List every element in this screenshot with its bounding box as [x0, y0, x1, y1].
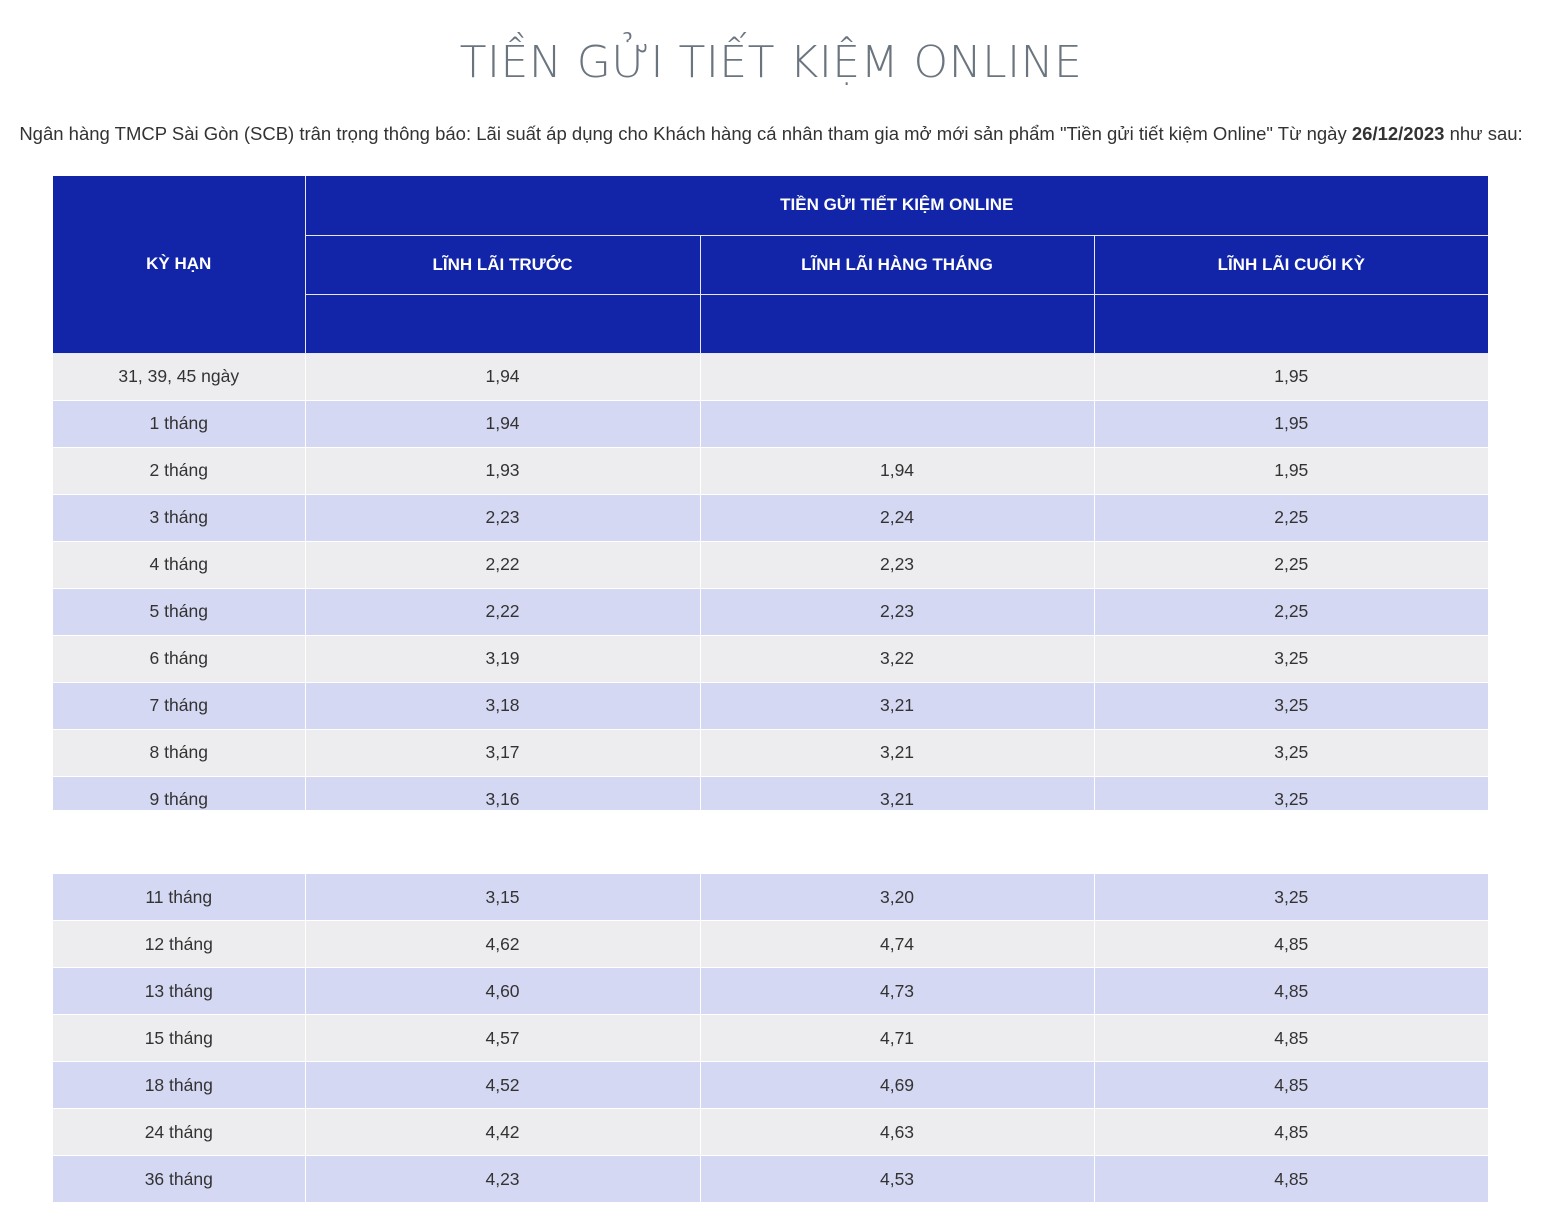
cell-term: 31, 39, 45 ngày [53, 353, 305, 400]
cell-maturity: 4,85 [1094, 1156, 1488, 1203]
cell-maturity: 2,25 [1094, 494, 1488, 541]
cell-maturity: 1,95 [1094, 400, 1488, 447]
cell-monthly: 2,23 [700, 588, 1094, 635]
cell-monthly: 3,21 [700, 682, 1094, 729]
cell-term: 7 tháng [53, 682, 305, 729]
header-prepaid: LĨNH LÃI TRƯỚC [305, 235, 700, 294]
table-row [53, 541, 1488, 588]
table-row [53, 1109, 1488, 1156]
cell-monthly: 3,21 [700, 776, 1094, 810]
cell-prepaid: 1,94 [305, 400, 700, 447]
intro-date: 26/12/2023 [1351, 123, 1445, 144]
cell-monthly: 2,23 [700, 541, 1094, 588]
header-group: TIỀN GỬI TIẾT KIỆM ONLINE [305, 176, 1488, 235]
header-monthly: LĨNH LÃI HÀNG THÁNG [700, 235, 1094, 294]
header-blank-maturity [1094, 294, 1488, 353]
table-row [53, 588, 1488, 635]
cell-monthly: 4,53 [700, 1156, 1094, 1203]
cell-term: 9 tháng [53, 776, 305, 810]
table-row [53, 400, 1488, 447]
cell-prepaid: 3,17 [305, 729, 700, 776]
cell-prepaid: 2,23 [305, 494, 700, 541]
cell-term: 5 tháng [53, 588, 305, 635]
header-blank-monthly [700, 294, 1094, 353]
cell-monthly: 4,69 [700, 1062, 1094, 1109]
cell-monthly: 4,74 [700, 921, 1094, 968]
cell-prepaid: 3,19 [305, 635, 700, 682]
table-row [53, 921, 1488, 968]
rate-table-body-bottom [53, 874, 1488, 1203]
header-blank-prepaid [305, 294, 700, 353]
cell-maturity: 2,25 [1094, 541, 1488, 588]
cell-prepaid: 2,22 [305, 588, 700, 635]
cell-term: 6 tháng [53, 635, 305, 682]
cell-prepaid: 1,94 [305, 353, 700, 400]
cell-prepaid: 3,18 [305, 682, 700, 729]
rate-table [53, 176, 1488, 810]
cell-monthly [700, 400, 1094, 447]
table-row [53, 1062, 1488, 1109]
table-row [53, 729, 1488, 776]
cell-term: 8 tháng [53, 729, 305, 776]
table-row [53, 635, 1488, 682]
cell-term: 24 tháng [53, 1109, 305, 1156]
cell-maturity: 3,25 [1094, 874, 1488, 921]
table-row [53, 353, 1488, 400]
cell-term: 18 tháng [53, 1062, 305, 1109]
cell-maturity: 3,25 [1094, 729, 1488, 776]
table-row [53, 1156, 1488, 1203]
cell-maturity: 4,85 [1094, 1109, 1488, 1156]
cell-prepaid: 3,15 [305, 874, 700, 921]
cell-prepaid: 4,62 [305, 921, 700, 968]
cell-prepaid: 4,60 [305, 968, 700, 1015]
header-term: KỲ HẠN [53, 176, 305, 353]
cell-maturity: 4,85 [1094, 1062, 1488, 1109]
table-row [53, 447, 1488, 494]
table-row [53, 874, 1488, 921]
cell-maturity: 3,25 [1094, 682, 1488, 729]
cell-monthly: 2,24 [700, 494, 1094, 541]
cell-term: 15 tháng [53, 1015, 305, 1062]
cell-term: 11 tháng [53, 874, 305, 921]
cell-prepaid: 4,42 [305, 1109, 700, 1156]
table-row [53, 682, 1488, 729]
cell-term: 1 tháng [53, 400, 305, 447]
cell-term: 4 tháng [53, 541, 305, 588]
cell-monthly: 4,73 [700, 968, 1094, 1015]
cell-term: 2 tháng [53, 447, 305, 494]
cell-maturity: 1,95 [1094, 447, 1488, 494]
cell-maturity: 4,85 [1094, 1015, 1488, 1062]
rate-table-continued [53, 874, 1488, 1203]
cell-prepaid: 4,23 [305, 1156, 700, 1203]
cell-prepaid: 1,93 [305, 447, 700, 494]
page-title: TIỀN GỬI TIẾT KIỆM ONLINE [459, 37, 1083, 88]
cell-maturity: 4,85 [1094, 921, 1488, 968]
table-row [53, 776, 1488, 810]
cell-maturity: 3,25 [1094, 776, 1488, 810]
header-maturity: LĨNH LÃI CUỐI KỲ [1094, 235, 1488, 294]
cell-monthly: 1,94 [700, 447, 1094, 494]
rate-table-header [53, 176, 1488, 353]
table-row [53, 494, 1488, 541]
cell-monthly: 3,21 [700, 729, 1094, 776]
cell-prepaid: 2,22 [305, 541, 700, 588]
cell-prepaid: 4,57 [305, 1015, 700, 1062]
cell-monthly: 3,22 [700, 635, 1094, 682]
table-row [53, 1015, 1488, 1062]
intro-suffix: như sau: [1444, 123, 1523, 144]
cell-monthly: 4,71 [700, 1015, 1094, 1062]
rate-table-body-top [53, 353, 1488, 810]
table-row [53, 968, 1488, 1015]
cell-maturity: 1,95 [1094, 353, 1488, 400]
cell-prepaid: 3,16 [305, 776, 700, 810]
cell-monthly: 4,63 [700, 1109, 1094, 1156]
cell-maturity: 3,25 [1094, 635, 1488, 682]
cell-monthly [700, 353, 1094, 400]
cell-prepaid: 4,52 [305, 1062, 700, 1109]
cell-term: 12 tháng [53, 921, 305, 968]
cell-monthly: 3,20 [700, 874, 1094, 921]
cell-term: 36 tháng [53, 1156, 305, 1203]
cell-term: 3 tháng [53, 494, 305, 541]
cell-maturity: 2,25 [1094, 588, 1488, 635]
intro-prefix: Ngân hàng TMCP Sài Gòn (SCB) trân trọng thông báo: Lãi suất áp dụng cho Khách hàng cá nhân tham gia mở mới sản phẩm "Tiền gửi tiết kiệm Online" Từ ngày [19, 123, 1352, 144]
cell-term: 13 tháng [53, 968, 305, 1015]
cell-maturity: 4,85 [1094, 968, 1488, 1015]
